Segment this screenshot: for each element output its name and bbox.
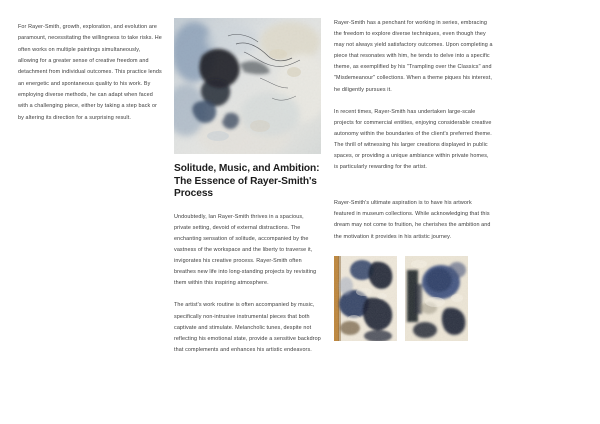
thumbnail-image-row (334, 256, 494, 341)
right-column-paragraph-1: Rayer-Smith has a penchant for working in series, embracing the freedom to explore diverse techniques, even though they may not always yield satisfactory outcomes. Upon completing a piece that resonates with him, he tends to delve into a specific theme, as exemplified by his "Trampling over the Classics" and "Misdemeanour" collections. When a theme piques his interest, he diligently pursues it. (334, 20, 493, 93)
abstract-painting-blue-white-large[interactable] (174, 18, 321, 154)
right-column (334, 18, 494, 341)
right-column-paragraph-2: In recent times, Rayer-Smith has undertaken large-scale projects for commercial entities, enjoying considerable creative autonomy within the boundaries of the client's preferred theme. The thrill of witnessing his larger creations displayed in public spaces, or providing a unique ambiance within private homes, is particularly rewarding for the artist. (334, 108, 492, 171)
middle-column (174, 18, 334, 367)
middle-column-paragraph-1: Undoubtedly, Ian Rayer-Smith thrives in a spacious, private setting, devoid of external distractions. The enchanting sensation of solitude, accompanied by the vastness of the workspace and the liberty to traverse it, invigorates his creative process. Rayer-Smith often breathes new life into long-standing projects by revisiting them within this inspiring atmosphere. (174, 213, 317, 287)
page-title: Solitude, Music, and Ambition: The Essence of Rayer-Smith's Process (174, 163, 320, 200)
right-column-paragraph-3: Rayer-Smith's ultimate aspiration is to have his artwork featured in museum collections. While acknowledging that this dream may not come to fruition, he cherishes the ambition and the motivation it provides in his artistic journey. (334, 200, 491, 240)
left-column-paragraph-1: For Rayer-Smith, growth, exploration, and evolution are paramount, necessitating the willingness to take risks. He often works on multiple paintings simultaneously, allowing for a greater sense of creative freedom and detachment from individual outcomes. This practice lends an energetic and spontaneous quality to his work. By employing diverse methods, he can adapt when faced with a challenging piece, either by taking a step back or by altering its direction for a surprising result. (18, 24, 162, 121)
middle-column-paragraph-2: The artist's work routine is often accompanied by music, specifically non-intrusive instrumental pieces that both captivate and stimulate. Melancholic tunes, despite not reflecting his emotional state, provide a sensitive backdrop that complements and enhances his artistic endeavors. (174, 302, 321, 353)
column-spacer (334, 184, 494, 198)
abstract-painting-blue-blobs-right[interactable] (405, 256, 468, 341)
left-column (18, 18, 174, 135)
abstract-painting-blue-blobs-left[interactable] (334, 256, 397, 341)
